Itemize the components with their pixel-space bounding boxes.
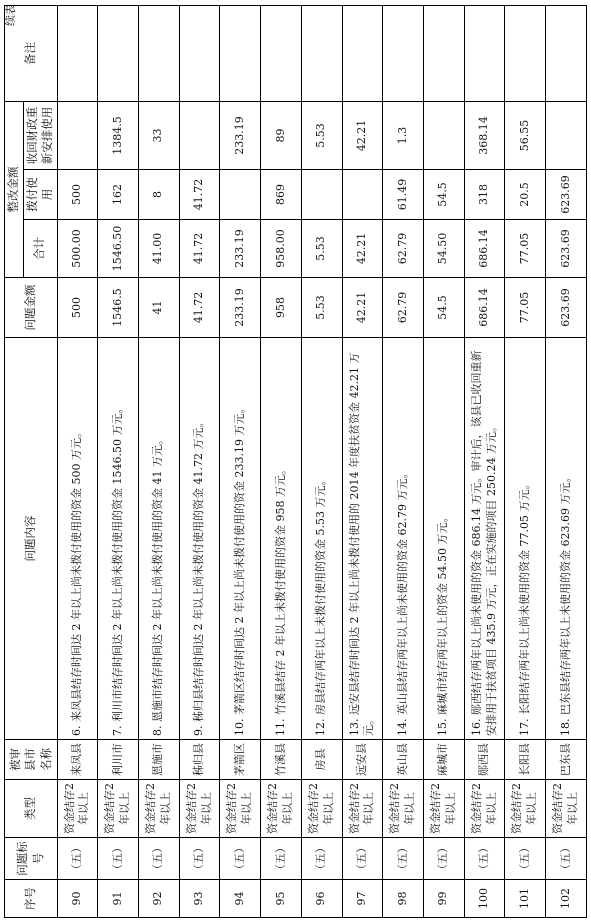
table-row: [179, 5, 220, 917]
header-rectify: 整改金额: [5, 101, 24, 277]
county-cell: 郧西县: [464, 740, 505, 780]
header-total: 合计: [23, 220, 57, 278]
recover-cell: 42.21: [342, 101, 383, 169]
header-note: 备注: [5, 5, 58, 101]
allocate-cell: 500: [57, 170, 98, 220]
note-cell: [57, 5, 98, 101]
total-cell: 233.19: [220, 220, 261, 278]
allocate-cell: 20.5: [505, 170, 546, 220]
issue-no-cell: （五）: [301, 838, 342, 880]
allocate-cell: [301, 170, 342, 220]
type-cell: 资金结存2年以上: [546, 780, 587, 838]
recover-cell: 1384.5: [98, 101, 139, 169]
type-cell: 资金结存2年以上: [138, 780, 179, 838]
header-content: 问题内容: [5, 338, 58, 740]
seq-cell: 95: [261, 880, 302, 918]
recover-cell: [179, 101, 220, 169]
table-row: [261, 5, 302, 917]
note-cell: [342, 5, 383, 101]
table-row: [301, 5, 342, 917]
recover-cell: 233.19: [220, 101, 261, 169]
issue-no-cell: （五）: [424, 838, 465, 880]
type-cell: 资金结存2年以上: [179, 780, 220, 838]
issue-no-cell: （五）: [98, 838, 139, 880]
issue-no-cell: （五）: [261, 838, 302, 880]
issue-no-cell: （五）: [138, 838, 179, 880]
table-row: [342, 5, 383, 917]
table-row: [383, 5, 424, 917]
header-seq: 序号: [5, 880, 58, 918]
table-row: [138, 5, 179, 917]
type-cell: 资金结存2年以上: [505, 780, 546, 838]
amount-cell: 233.19: [220, 278, 261, 338]
seq-cell: 90: [57, 880, 98, 918]
note-cell: [424, 5, 465, 101]
recover-cell: 1.3: [383, 101, 424, 169]
seq-cell: 96: [301, 880, 342, 918]
issue-no-cell: （五）: [546, 838, 587, 880]
content-cell: 16. 郧西结存两年以上尚未使用的资金 686.14 万元。审计后，该县已收回重新安排用于扶贫项目 435.9 万元，正在实施的项目 250.24 万元。: [464, 338, 505, 740]
allocate-cell: 61.49: [383, 170, 424, 220]
issue-no-cell: （五）: [464, 838, 505, 880]
table-row: [57, 5, 98, 917]
allocate-cell: 162: [98, 170, 139, 220]
total-cell: 5.53: [301, 220, 342, 278]
total-cell: 41.72: [179, 220, 220, 278]
header-county: 被审县市名称: [5, 740, 58, 780]
allocate-cell: 869: [261, 170, 302, 220]
type-cell: 资金结存2年以上: [342, 780, 383, 838]
seq-cell: 92: [138, 880, 179, 918]
allocate-cell: 8: [138, 170, 179, 220]
note-cell: [546, 5, 587, 101]
type-cell: 资金结存2年以上: [464, 780, 505, 838]
issue-no-cell: （五）: [342, 838, 383, 880]
total-cell: 686.14: [464, 220, 505, 278]
content-cell: 18. 巴东县结存两年以上未使用的资金 623.69 万元。: [546, 338, 587, 740]
content-cell: 9. 秭归县结存时间达 2 年以上尚未拨付使用的资金 41.72 万元。: [179, 338, 220, 740]
seq-cell: 101: [505, 880, 546, 918]
total-cell: 500.00: [57, 220, 98, 278]
county-cell: 巴东县: [546, 740, 587, 780]
note-cell: [505, 5, 546, 101]
type-cell: 资金结存2年以上: [301, 780, 342, 838]
type-cell: 资金结存2年以上: [220, 780, 261, 838]
issue-no-cell: （五）: [57, 838, 98, 880]
recover-cell: [546, 101, 587, 169]
amount-cell: 623.69: [546, 278, 587, 338]
amount-cell: 1546.5: [98, 278, 139, 338]
header-row-1: [5, 5, 24, 917]
content-cell: 6. 来凤县结存时间达 2 年以上尚未拨付使用的资金 500 万元。: [57, 338, 98, 740]
seq-cell: 100: [464, 880, 505, 918]
table-row: [505, 5, 546, 917]
total-cell: 77.05: [505, 220, 546, 278]
total-cell: 958.00: [261, 220, 302, 278]
note-cell: [383, 5, 424, 101]
allocate-cell: 41.72: [179, 170, 220, 220]
content-cell: 11. 竹溪县结存 2 年以上未拨付使用的资金 958 万元。: [261, 338, 302, 740]
note-cell: [301, 5, 342, 101]
recover-cell: 89: [261, 101, 302, 169]
total-cell: 41.00: [138, 220, 179, 278]
table-row: [546, 5, 587, 917]
amount-cell: 5.53: [301, 278, 342, 338]
county-cell: 竹溪县: [261, 740, 302, 780]
header-recover: 收回财政重新安排使用: [23, 101, 57, 169]
note-cell: [138, 5, 179, 101]
table-row: [98, 5, 139, 917]
issue-no-cell: （五）: [179, 838, 220, 880]
total-cell: 54.50: [424, 220, 465, 278]
county-cell: 来凤县: [57, 740, 98, 780]
county-cell: 麻城市: [424, 740, 465, 780]
content-cell: 13. 远安县结存时间达 2 年以上尚未拨付使用的 2014 年度扶贫资金 42.21 万元。: [342, 338, 383, 740]
content-cell: 14. 英山县结存两年以上尚未使用的资金 62.79 万元。: [383, 338, 424, 740]
allocate-cell: 54.5: [424, 170, 465, 220]
type-cell: 资金结存2年以上: [98, 780, 139, 838]
total-cell: 62.79: [383, 220, 424, 278]
amount-cell: 41.72: [179, 278, 220, 338]
amount-cell: 62.79: [383, 278, 424, 338]
recover-cell: [424, 101, 465, 169]
issue-no-cell: （五）: [220, 838, 261, 880]
table-row: [424, 5, 465, 917]
allocate-cell: 623.69: [546, 170, 587, 220]
recover-cell: 368.14: [464, 101, 505, 169]
allocate-cell: 318: [464, 170, 505, 220]
total-cell: 1546.50: [98, 220, 139, 278]
county-cell: 利川市: [98, 740, 139, 780]
county-cell: 英山县: [383, 740, 424, 780]
seq-cell: 97: [342, 880, 383, 918]
content-cell: 10. 茅箭区结存时间达 2 年以上尚未拨付使用的资金 233.19 万元。: [220, 338, 261, 740]
continued-table-note: 续表: [4, 4, 17, 26]
county-cell: 秭归县: [179, 740, 220, 780]
amount-cell: 686.14: [464, 278, 505, 338]
total-cell: 42.21: [342, 220, 383, 278]
amount-cell: 958: [261, 278, 302, 338]
header-amount: 问题金额: [5, 278, 58, 338]
note-cell: [98, 5, 139, 101]
note-cell: [179, 5, 220, 101]
amount-cell: 77.05: [505, 278, 546, 338]
header-type: 类型: [5, 780, 58, 838]
county-cell: 远安县: [342, 740, 383, 780]
header-issue-no: 问题标号: [5, 838, 58, 880]
recover-cell: 5.53: [301, 101, 342, 169]
header-allocate: 拨付使用: [23, 170, 57, 220]
county-cell: 房县: [301, 740, 342, 780]
note-cell: [261, 5, 302, 101]
content-cell: 8. 恩施市结存时间达 2 年以上尚未拨付使用的资金 41 万元。: [138, 338, 179, 740]
county-cell: 恩施市: [138, 740, 179, 780]
table-body: [57, 5, 586, 917]
allocate-cell: [220, 170, 261, 220]
content-cell: 7. 利川市结存时间达 2 年以上尚未拨付使用的资金 1546.50 万元。: [98, 338, 139, 740]
content-cell: 17. 长阳结存两年以上尚未使用的资金 77.05 万元。: [505, 338, 546, 740]
type-cell: 资金结存2年以上: [383, 780, 424, 838]
seq-cell: 102: [546, 880, 587, 918]
type-cell: 资金结存2年以上: [424, 780, 465, 838]
recover-cell: 33: [138, 101, 179, 169]
amount-cell: 41: [138, 278, 179, 338]
type-cell: 资金结存2年以上: [57, 780, 98, 838]
seq-cell: 91: [98, 880, 139, 918]
county-cell: 长阳县: [505, 740, 546, 780]
recover-cell: [57, 101, 98, 169]
allocate-cell: [342, 170, 383, 220]
seq-cell: 98: [383, 880, 424, 918]
content-cell: 15. 麻城市结存两年以上的资金 54.50 万元。: [424, 338, 465, 740]
audit-issues-table: [4, 5, 587, 918]
content-cell: 12. 房县结存两年以上未拨付使用的资金 5.53 万元。: [301, 338, 342, 740]
type-cell: 资金结存2年以上: [261, 780, 302, 838]
seq-cell: 99: [424, 880, 465, 918]
total-cell: 623.69: [546, 220, 587, 278]
issue-no-cell: （五）: [505, 838, 546, 880]
recover-cell: 56.55: [505, 101, 546, 169]
note-cell: [220, 5, 261, 101]
table-row: [464, 5, 505, 917]
county-cell: 茅箭区: [220, 740, 261, 780]
amount-cell: 42.21: [342, 278, 383, 338]
seq-cell: 94: [220, 880, 261, 918]
note-cell: [464, 5, 505, 101]
seq-cell: 93: [179, 880, 220, 918]
amount-cell: 54.5: [424, 278, 465, 338]
issue-no-cell: （五）: [383, 838, 424, 880]
table-row: [220, 5, 261, 917]
amount-cell: 500: [57, 278, 98, 338]
